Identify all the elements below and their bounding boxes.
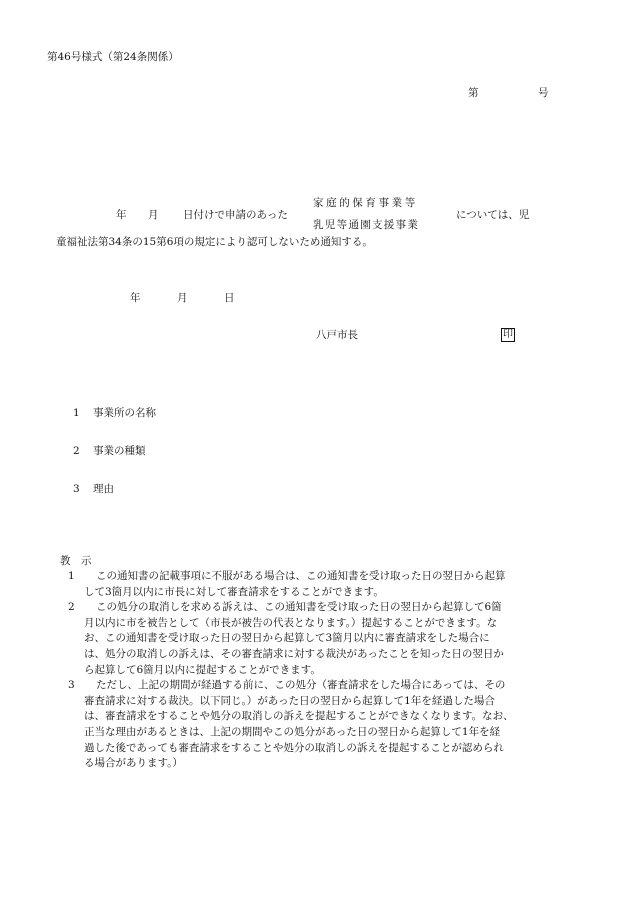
instruction-number: 3 <box>68 679 75 692</box>
instruction-line: ただし、上記の期間が経過する前に、この処分（審査請求をした場合にあっては、その <box>96 679 506 692</box>
instruction-entry-2 <box>68 600 538 678</box>
instruction-line: ら起算して6箇月以内に提起することができます。 <box>84 663 321 676</box>
instruction-line: 審査請求に対する裁決。以下同じ。）があった日の翌日から起算して1年を経過した場合 <box>84 694 495 707</box>
business-type-1: 家庭的保育事業等 <box>313 197 418 209</box>
document-number-suffix: 号 <box>538 87 549 99</box>
instruction-line: 正当な理由があるときは、上記の期間やこの処分があった日の翌日から起算して1年を経 <box>84 725 501 738</box>
item-business-type <box>73 443 146 458</box>
signer-name: 八戸市長 <box>316 329 358 341</box>
instructions-body <box>68 569 538 772</box>
instruction-number: 1 <box>68 570 75 582</box>
item-number: 1 <box>73 407 80 419</box>
item-number: 2 <box>73 445 80 457</box>
notice-line-2: 童福祉法第34条の15第6項の規定により認可しないため通知する。 <box>56 236 373 248</box>
item-label: 理由 <box>93 483 114 495</box>
item-reason <box>73 481 114 496</box>
item-label: 事業所の名称 <box>93 407 156 419</box>
notice-tail-text: については、児 <box>456 209 530 221</box>
date-year: 年 <box>130 292 141 304</box>
instruction-line: は、審査請求をすることや処分の取消しの訴えを提起することができなくなります。なお、 <box>84 710 514 723</box>
document-number-prefix: 第 <box>468 87 479 99</box>
instruction-line: る場合があります。） <box>84 757 183 770</box>
instruction-line: は、処分の取消しの訴えは、その審査請求に対する裁決があったことを知った日の翌日か <box>84 647 504 660</box>
notice-month: 月 <box>148 209 159 221</box>
instruction-number: 2 <box>68 601 75 614</box>
instruction-line: この処分の取消しを求める訴えは、この通知書を受け取った日の翌日から起算して6箇 <box>96 601 502 614</box>
notice-application-text: 日付けで申請のあった <box>183 209 288 221</box>
form-id: 第46号様式（第24条関係） <box>47 51 179 63</box>
instruction-entry-3 <box>68 678 538 772</box>
instruction-line: 月以内に市を被告として（市長が被告の代表となります。）提起することができます。な <box>84 616 498 629</box>
date-month: 月 <box>177 292 188 304</box>
instruction-line: お、この通知書を受け取った日の翌日から起算して3箇月以内に審査請求をした場合に <box>84 632 490 645</box>
item-business-name <box>73 405 156 420</box>
seal-text: 印 <box>503 329 513 340</box>
business-type-2: 乳児等通園支援事業 <box>313 219 420 231</box>
item-label: 事業の種類 <box>93 445 146 457</box>
instructions-title: 教 示 <box>60 555 92 567</box>
seal-mark <box>501 328 515 342</box>
date-day: 日 <box>224 292 235 304</box>
item-number: 3 <box>73 483 80 495</box>
instruction-line: して3箇月以内に市長に対して審査請求をすることができます。 <box>84 585 384 598</box>
instruction-line: 過した後であっても審査請求をすることや処分の取消しの訴えを提起することが認められ <box>84 741 504 754</box>
instruction-line: この通知書の記載事項に不服がある場合は、この通知書を受け取った日の翌日から起算 <box>96 570 506 582</box>
notice-year: 年 <box>116 209 127 221</box>
instruction-entry-1 <box>68 569 538 600</box>
